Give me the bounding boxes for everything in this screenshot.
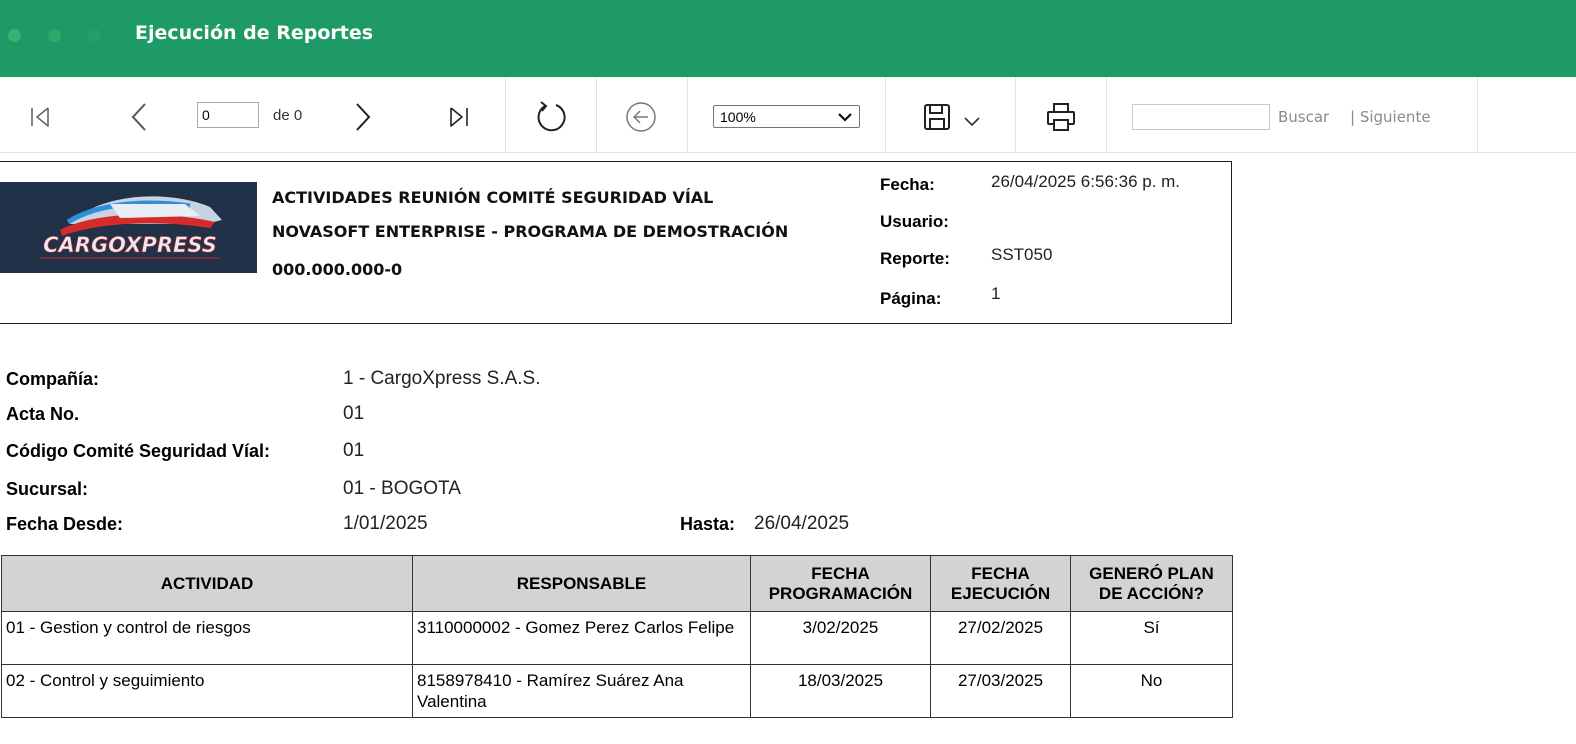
cell-fecha-ejecucion: 27/03/2025 — [931, 665, 1071, 718]
search-button[interactable]: Buscar — [1278, 108, 1330, 126]
toolbar-divider — [885, 77, 886, 153]
reporte-value: SST050 — [991, 245, 1053, 264]
search-input[interactable] — [1132, 104, 1270, 130]
usuario-label: Usuario: — [880, 212, 949, 231]
table-header-row — [2, 556, 1233, 612]
chevron-down-icon[interactable] — [961, 112, 983, 130]
codigo-comite-label: Código Comité Seguridad Víal: — [6, 441, 271, 461]
header-text: FECHA — [971, 563, 1030, 583]
cell-responsable: 3110000002 - Gomez Perez Carlos Felipe — [413, 612, 751, 665]
chevron-right-icon[interactable] — [348, 100, 378, 134]
chevron-down-icon — [837, 109, 853, 125]
acta-label: Acta No. — [6, 404, 80, 424]
back-arrow-icon[interactable] — [623, 100, 659, 134]
company-logo — [0, 182, 257, 273]
window-dot-2[interactable] — [48, 29, 61, 42]
column-header-plan-accion — [1071, 556, 1233, 612]
window-dot-1[interactable] — [8, 29, 21, 42]
table-row — [2, 612, 1233, 665]
cell-fecha-ejecucion: 27/02/2025 — [931, 612, 1071, 665]
pagina-value: 1 — [991, 284, 1001, 303]
chevron-left-icon[interactable] — [124, 100, 154, 134]
header-text: EJECUCIÓN — [950, 583, 1051, 603]
table-row — [2, 665, 1233, 718]
cell-fecha-programacion: 3/02/2025 — [751, 612, 931, 665]
column-header-fecha-programacion — [751, 556, 931, 612]
hasta-label: Hasta: — [680, 514, 736, 534]
fecha-value: 26/04/2025 6:56:36 p. m. — [991, 172, 1181, 191]
codigo-comite-value: 01 — [343, 440, 365, 461]
fecha-desde-value: 1/01/2025 — [343, 513, 428, 534]
page-count-label: de 0 — [273, 107, 303, 124]
acta-value: 01 — [343, 403, 365, 424]
company-nit: 000.000.000-0 — [272, 260, 403, 279]
cell-plan-accion: No — [1071, 665, 1233, 718]
toolbar-divider — [596, 77, 597, 153]
hasta-value: 26/04/2025 — [754, 513, 850, 534]
compania-value: 1 - CargoXpress S.A.S. — [343, 368, 541, 389]
reporte-label: Reporte: — [880, 249, 950, 268]
fecha-desde-label: Fecha Desde: — [6, 514, 124, 534]
toolbar-divider — [505, 77, 506, 153]
page-number-input[interactable] — [197, 102, 259, 128]
cell-fecha-programacion: 18/03/2025 — [751, 665, 931, 718]
header-text: FECHA — [811, 563, 870, 583]
floppy-disk-icon[interactable] — [919, 100, 955, 134]
header-text: GENERÓ PLAN — [1089, 563, 1214, 583]
pagina-label: Página: — [880, 289, 942, 308]
cell-actividad: 02 - Control y seguimiento — [2, 665, 413, 718]
title-bar — [0, 0, 1576, 77]
window-dot-3[interactable] — [88, 29, 101, 42]
cell-actividad: 01 - Gestion y control de riesgos — [2, 612, 413, 665]
column-header-actividad: ACTIVIDAD — [2, 556, 413, 612]
company-program-name: NOVASOFT ENTERPRISE - PROGRAMA DE DEMOSTRACIÓN — [272, 222, 789, 241]
header-text: PROGRAMACIÓN — [768, 583, 913, 603]
last-page-icon[interactable] — [443, 102, 475, 132]
cell-plan-accion: Sí — [1071, 612, 1233, 665]
toolbar-divider — [1477, 77, 1478, 153]
first-page-icon[interactable] — [24, 102, 56, 132]
printer-icon[interactable] — [1042, 100, 1080, 134]
toolbar-divider — [1106, 77, 1107, 153]
column-header-responsable: RESPONSABLE — [413, 556, 751, 612]
compania-label: Compañía: — [6, 369, 100, 389]
window-title: Ejecución de Reportes — [135, 22, 374, 44]
header-text: DE ACCIÓN? — [1098, 583, 1205, 603]
column-header-fecha-ejecucion — [931, 556, 1071, 612]
sucursal-label: Sucursal: — [6, 479, 89, 499]
activities-table — [1, 555, 1233, 718]
refresh-icon[interactable] — [531, 98, 571, 136]
zoom-select[interactable] — [713, 105, 860, 128]
report-title: ACTIVIDADES REUNIÓN COMITÉ SEGURIDAD VÍAL — [272, 188, 714, 207]
sucursal-value: 01 - BOGOTA — [343, 478, 461, 499]
fecha-label: Fecha: — [880, 175, 935, 194]
zoom-value: 100% — [720, 108, 756, 125]
find-next-button[interactable]: | Siguiente — [1350, 108, 1431, 126]
toolbar-divider — [687, 77, 688, 153]
toolbar-divider — [1015, 77, 1016, 153]
logo-text: CARGOXPRESS — [43, 233, 217, 257]
cell-responsable: 8158978410 - Ramírez Suárez Ana Valentina — [413, 665, 751, 718]
